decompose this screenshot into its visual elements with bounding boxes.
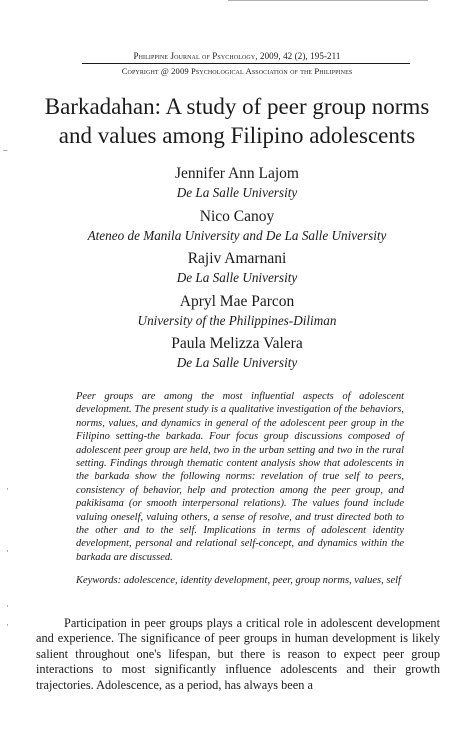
keywords-list: adolescence, identity development, peer, group norms, values, self: [123, 575, 401, 586]
article-title: [0, 92, 474, 150]
author-affiliation: Ateneo de Manila University and De La Salle University: [87, 227, 387, 243]
abstract: Peer groups are among the most influential aspects of adolescent development. The present study is a qualitative investigation of the behaviors, norms, values, and dynamics in general of the adolescent peer group in the Filipino setting-the barkada. Four focus group discussions composed of adolescent peer group are held, two in the urban setting and two in the rural setting. Findings through thematic content analysis show that adolescents in the barkada show the following norms: revelation of true self to peers, consistency of behavior, help and protection among the peer group, and pakikisama (or smooth interpersonal relations). The values found include valuing oneself, valuing others, a sense of resolve, and trust directed both to the other and to the self. Implications in terms of adolescent identity development, personal and relational self-concept, and dynamics within the barkada are discussed.: [76, 391, 404, 563]
author-affiliation: De La Salle University: [176, 270, 298, 285]
title-line-1: Barkadahan: A study of peer group norms: [44, 94, 430, 119]
author-name: Paula Melizza Valera: [171, 335, 303, 352]
margin-mark: ·: [6, 601, 9, 611]
body-paragraph: Participation in peer groups plays a critical role in adolescent development and experience. The significance of peer groups in human development is likely salient throughout one's lifespan, but there is reason to expect peer group interactions to most significantly influence adolescents and their growth trajectories. Adolescence, as a period, has always been a: [36, 616, 440, 692]
author-block: [0, 292, 474, 330]
keywords-label: Keywords:: [76, 575, 122, 586]
author-block: [0, 249, 474, 287]
margin-mark: –: [3, 145, 8, 155]
author-name: Jennifer Ann Lajom: [175, 165, 299, 182]
author-block: [0, 334, 474, 372]
author-list: [0, 164, 474, 377]
author-affiliation: De La Salle University: [176, 355, 298, 370]
header-rule: [82, 63, 410, 64]
margin-mark: ·: [6, 484, 9, 494]
author-block: [0, 164, 474, 202]
scan-top-edge: [228, 0, 428, 1]
keywords: [76, 574, 404, 587]
margin-mark: ·: [6, 620, 9, 630]
title-line-2: and values among Filipino adolescents: [58, 123, 416, 148]
author-name: Nico Canoy: [199, 207, 275, 225]
journal-citation: Philippine Journal of Psychology, 2009, 42 (2), 195-211: [133, 51, 341, 61]
author-name: Apryl Mae Parcon: [179, 292, 295, 310]
author-name: Rajiv Amarnani: [187, 250, 287, 267]
author-affiliation: University of the Philippines-Diliman: [137, 312, 337, 328]
copyright-notice: Copyright @ 2009 Psychological Association of the Philippines: [121, 66, 353, 76]
author-block: [0, 207, 474, 245]
margin-mark: ·: [6, 546, 9, 556]
author-affiliation: De La Salle University: [176, 185, 298, 200]
